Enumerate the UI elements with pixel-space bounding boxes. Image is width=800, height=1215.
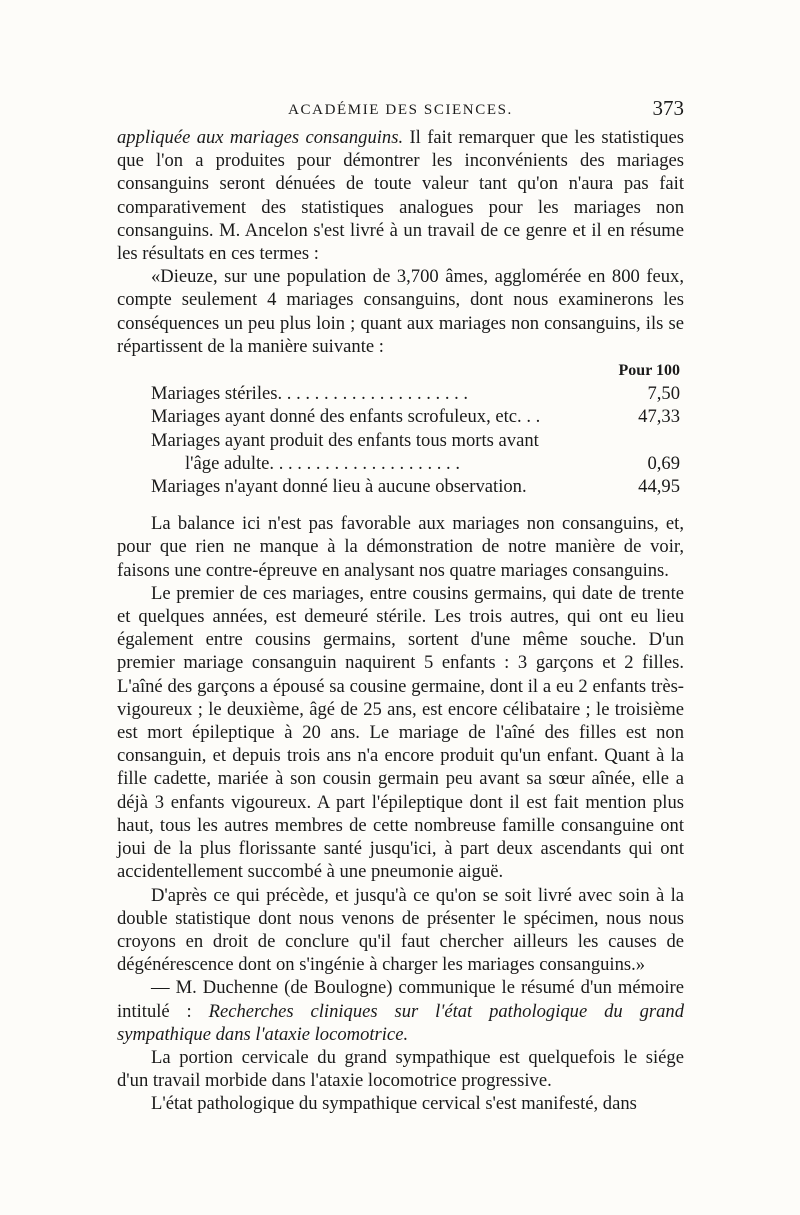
paragraph-8: L'état pathologique du sympathique cervical s'est manifesté, dans [151, 1093, 637, 1115]
marriage-statistics-table [117, 359, 684, 498]
paragraph-2: «Dieuze, sur une population de 3,700 âmes, agglomérée en 800 feux, compte seulement 4 mariages consanguins, dont nous examinerons les conséquences un peu plus loin ; quant aux mariages non consanguins, ils se répartissent de la manière suivante : [117, 266, 684, 357]
row-label: l'âge adulte. . . . . . . . . . . . . . . . . . . . . [185, 452, 460, 474]
table-row [117, 405, 684, 428]
paragraph-5: D'après ce qui précède, et jusqu'à ce qu'on se soit livré avec soin à la double statistique dont nous venons de présenter le spécimen, nous nous croyons en droit de conclure qu'il faut chercher ailleurs les causes de dégénérescence dont on s'ingénie à charger les mariages consanguins.» [117, 884, 684, 976]
row-label: Mariages ayant produit des enfants tous morts avant [151, 429, 539, 451]
paragraph-6-lead: — M. Duchenne (de Boulogne) communique le résumé d'un mémoire intitulé : [117, 977, 684, 1022]
page-body [117, 126, 684, 1116]
row-label: Mariages n'ayant donné lieu à aucune observation. [151, 476, 527, 498]
row-value: 7,50 [647, 383, 680, 405]
memoir-title: Recherches cliniques sur l'état pathologique du grand sympathique dans l'ataxie locomotrice. [117, 1000, 684, 1045]
page-header [117, 96, 684, 126]
table-row [117, 382, 684, 405]
paragraph-3: La balance ici n'est pas favorable aux mariages non consanguins, et, pour que rien ne manque à la démonstration de notre manière de voir, faisons une contre-épreuve en analysant nos quatre mariages consanguins. [117, 513, 684, 581]
paragraph-6 [117, 976, 684, 1046]
page-number: 373 [652, 96, 684, 120]
paragraph-7: La portion cervicale du grand sympathique est quelquefois le siége d'un travail morbide dans l'ataxie locomotrice progressive. [117, 1046, 684, 1092]
row-value: 44,95 [638, 476, 680, 498]
paragraph-4: Le premier de ces mariages, entre cousins germains, qui date de trente et quelques années, est demeuré stérile. Les trois autres, qui ont eu lieu également entre cousins germains, sortent d'une même souche. D'un premier mariage consanguin naquirent 5 enfants : 3 garçons et 2 filles. L'aîné des garçons a épousé sa cousine germaine, dont il a eu 2 enfants très-vigoureux ; le deuxième, âgé de 25 ans, est encore célibataire ; le troisième est mort épileptique à 20 ans. Le mariage de l'aîné des filles est non consanguin, et depuis trois ans n'a encore produit qu'un enfant. Quant à la fille cadette, mariée à son cousin germain peu avant sa sœur aînée, elle a déjà 3 enfants vigoureux. A part l'épileptique dont il est fait mention plus haut, tous les autres membres de cette nombreuse famille consanguine ont joui de la plus florissante santé jusqu'ici, à part deux ascendants qui ont accidentellement succombé à une pneumonie aiguë. [117, 582, 684, 883]
paragraph-1 [117, 126, 684, 265]
row-value: 47,33 [638, 406, 680, 428]
row-label: Mariages ayant donné des enfants scrofuleux, etc. . . [151, 406, 541, 428]
paragraph-1-text: Il fait remarquer que les statistiques que l'on a produites pour démontrer les inconvénients des mariages consanguins seront dénuées de toute valeur tant qu'on n'aura pas fait comparativement des statistiques analogues pour les mariages non consanguins. M. Ancelon s'est livré à un travail de ce genre et il en résume les résultats en ces termes : [117, 127, 684, 265]
table-header: Pour 100 [618, 362, 680, 380]
row-label: Mariages stériles. . . . . . . . . . . . . . . . . . . . . [151, 383, 469, 405]
italic-lead: appliquée aux mariages consanguins. [117, 127, 404, 148]
table-row [117, 429, 684, 452]
table-row [117, 475, 684, 498]
running-head: ACADÉMIE DES SCIENCES. [288, 102, 513, 118]
row-value: 0,69 [647, 452, 680, 474]
table-row [117, 452, 684, 475]
